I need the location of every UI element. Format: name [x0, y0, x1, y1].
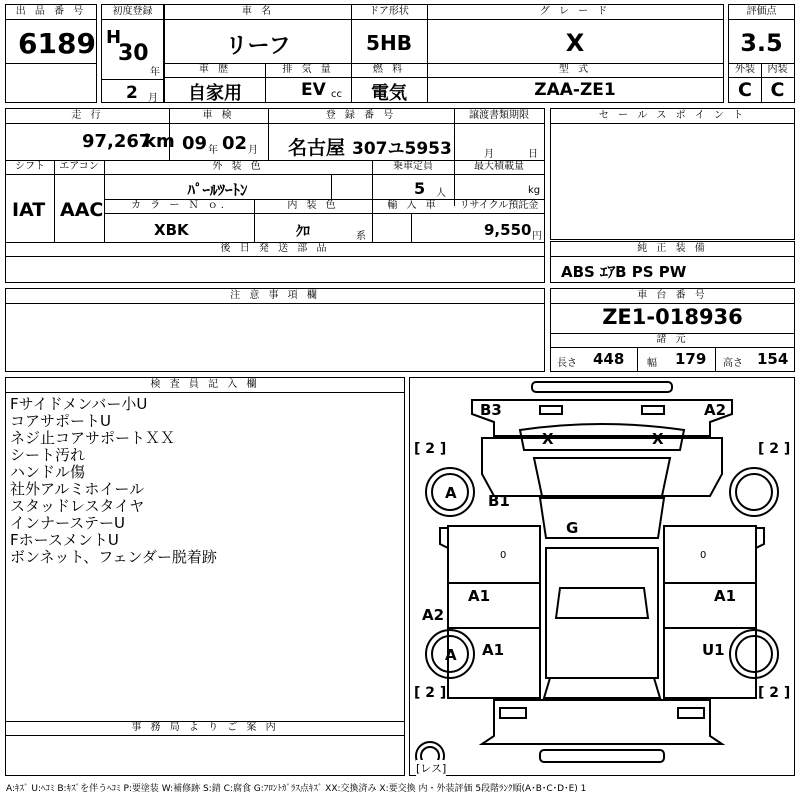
mark-zero-left: 0	[500, 550, 507, 561]
score-box	[728, 4, 795, 103]
grade-label: グ レ ー ド	[427, 5, 723, 20]
recycle-label: リサイクル預託金	[454, 199, 544, 214]
cautions-box	[5, 288, 545, 372]
vehicle-main-box	[164, 4, 724, 103]
mileage: 97,267	[82, 131, 152, 152]
note-line: FホースメントU	[10, 531, 119, 549]
reg-no-label: 登 録 番 号	[268, 109, 454, 124]
chassis-number: ZE1-018936	[602, 305, 743, 329]
color-no-label: カ ラ ー Ｎ ｏ.	[104, 199, 254, 214]
mark-spare-none: [レス]	[416, 762, 447, 775]
int-color-label: 内 装 色	[254, 199, 372, 214]
chassis-box	[550, 288, 795, 372]
displacement-label: 排 気 量	[265, 63, 351, 78]
exterior-label: 外装	[729, 63, 761, 78]
transfer-doc-label: 譲渡書類期限	[454, 109, 544, 124]
capacity-label: 乗車定員	[372, 160, 454, 175]
door-type: 5HB	[366, 31, 412, 55]
mark-a1-left: A1	[468, 587, 491, 605]
note-line: シート汚れ	[10, 446, 86, 464]
score: 3.5	[740, 29, 783, 57]
cautions-label: 注 意 事 項 欄	[6, 289, 544, 304]
first-registration-label: 初度登録	[102, 5, 163, 20]
reg-number: 307ユ5953	[352, 139, 452, 159]
chassis-label: 車 台 番 号	[551, 289, 794, 304]
import-label: 輸 入 車	[372, 199, 454, 214]
exterior-grade: C	[738, 79, 752, 101]
legend-text: A:ｷｽﾞ U:ﾍｺﾐ B:ｷｽﾞを伴うﾍｺﾐ P:要塗装 W:補修跡 S:錆 C:腐食 G:ﾌﾛﾝﾄｶﾞﾗｽ点ｷｽﾞ XX:交換済み X:要交換 内・外装評価 5段階ﾗﾝｸ順(A･B･C･D･E) 1	[6, 784, 587, 794]
max-load-label: 最大積載量	[454, 160, 544, 175]
lot-number: 6189	[18, 27, 96, 60]
capacity-unit: 人	[436, 188, 446, 199]
interior-label: 内装	[761, 63, 794, 78]
ext-color: ﾊﾟｰﾙﾂｰﾄﾝ	[187, 181, 248, 199]
mark-bracket-bottom-right: [ 2 ]	[758, 685, 791, 701]
car-name: リーフ	[225, 34, 291, 59]
lot-number-box	[5, 4, 97, 103]
mark-wheel-front-left: A	[445, 484, 457, 502]
displacement: EV	[301, 80, 326, 100]
note-line: コアサポートU	[10, 412, 111, 430]
month-unit: 月	[148, 93, 158, 104]
int-color-suffix: 系	[356, 231, 366, 242]
era-mark: H	[106, 27, 122, 48]
note-line: インナーステーU	[10, 514, 125, 532]
mark-x-left: X	[542, 430, 554, 448]
year-unit: 年	[150, 67, 160, 78]
transfer-month-unit: 月	[484, 149, 494, 160]
inspector-label: 検 査 員 記 入 欄	[6, 378, 404, 393]
aircon-label: エアコン	[54, 160, 104, 175]
door-label: ドア形状	[351, 5, 427, 20]
max-load-unit: kg	[528, 185, 541, 196]
sales-point-box	[550, 108, 795, 240]
mark-g: G	[566, 519, 579, 537]
inspection-label: 車 検	[169, 109, 268, 124]
first-registration-box	[101, 4, 164, 103]
model: ZAA-ZE1	[534, 80, 616, 100]
mileage-label: 走 行	[6, 109, 169, 124]
mark-wheel-rear-left: A	[445, 646, 457, 664]
mark-a1-lower: A1	[482, 641, 505, 659]
car-damage-diagram	[409, 377, 795, 776]
note-line: ボンネット、フェンダー脱着跡	[10, 548, 217, 566]
fuel-label: 燃 料	[351, 63, 427, 78]
history-label: 車 歴	[165, 63, 265, 78]
later-parts-label: 後 日 発 送 部 品	[6, 242, 544, 257]
inspection-month-unit: 月	[248, 145, 258, 156]
mark-b3: B3	[480, 401, 502, 419]
color-no: XBK	[154, 221, 189, 239]
capacity: 5	[414, 179, 426, 198]
length-label: 長さ	[557, 358, 577, 369]
length: 448	[593, 350, 625, 368]
transfer-day-unit: 日	[528, 149, 538, 160]
mark-zero-right: 0	[700, 550, 707, 561]
recycle-unit: 円	[532, 231, 542, 242]
history: 自家用	[188, 83, 242, 104]
width-label: 幅	[647, 358, 657, 369]
mark-bracket-top-left: [ 2 ]	[414, 441, 447, 457]
mileage-unit: km	[144, 131, 175, 152]
displacement-unit: cc	[331, 89, 342, 100]
mark-x-right: X	[652, 430, 664, 448]
car-outline-svg	[410, 378, 794, 775]
fuel: 電気	[371, 83, 407, 104]
note-line: 社外アルミホイール	[10, 480, 145, 498]
note-line: Fサイドメンバー小U	[10, 395, 148, 413]
mark-b1: B1	[488, 492, 510, 510]
inspector-notes-box	[5, 377, 405, 776]
aircon: AAC	[60, 199, 104, 221]
mark-a2-top-right: A2	[704, 401, 727, 419]
office-label: 事 務 局 よ り ご 案 内	[6, 721, 404, 736]
shift-label: シフト	[6, 160, 54, 175]
note-line: ハンドル傷	[10, 463, 86, 481]
height: 154	[757, 350, 789, 368]
note-line: ネジ止コアサポートＸＸ	[10, 429, 176, 447]
mark-bracket-bottom-left: [ 2 ]	[414, 685, 447, 701]
height-label: 高さ	[723, 358, 743, 369]
lot-number-label: 出 品 番 号	[6, 5, 96, 20]
genuine-label: 純 正 装 備	[551, 242, 794, 257]
shift: IAT	[12, 199, 46, 221]
ext-color-label: 外 装 色	[104, 160, 372, 175]
registration-year: 30	[118, 41, 149, 66]
mark-u1: U1	[702, 641, 725, 659]
int-color: ｸﾛ	[296, 224, 310, 240]
inspection-year-unit: 年	[208, 145, 218, 156]
inspection-month: 02	[222, 133, 248, 154]
note-line: スタッドレスタイヤ	[10, 497, 145, 515]
inspector-notes-list	[10, 396, 217, 566]
sales-point-label: セ ー ル ス ポ イ ン ト	[551, 109, 794, 124]
reg-place: 名古屋	[288, 137, 346, 159]
mark-a2-left: A2	[422, 606, 445, 624]
car-name-label: 車 名	[165, 5, 351, 20]
interior-grade: C	[770, 79, 785, 101]
inspection-year: 09	[182, 133, 208, 154]
width: 179	[675, 350, 707, 368]
recycle: 9,550	[484, 221, 532, 239]
registration-month: 2	[126, 83, 138, 103]
mark-bracket-top-right: [ 2 ]	[758, 441, 791, 457]
genuine-equipment: ABS ｴｱB PS PW	[561, 263, 687, 281]
specs-label: 諸 元	[551, 333, 794, 348]
grade: X	[565, 29, 585, 57]
mark-a1-right: A1	[714, 587, 737, 605]
details-box	[5, 108, 545, 283]
score-label: 評価点	[729, 5, 794, 20]
genuine-equipment-box	[550, 241, 795, 283]
model-label: 型 式	[427, 63, 723, 78]
